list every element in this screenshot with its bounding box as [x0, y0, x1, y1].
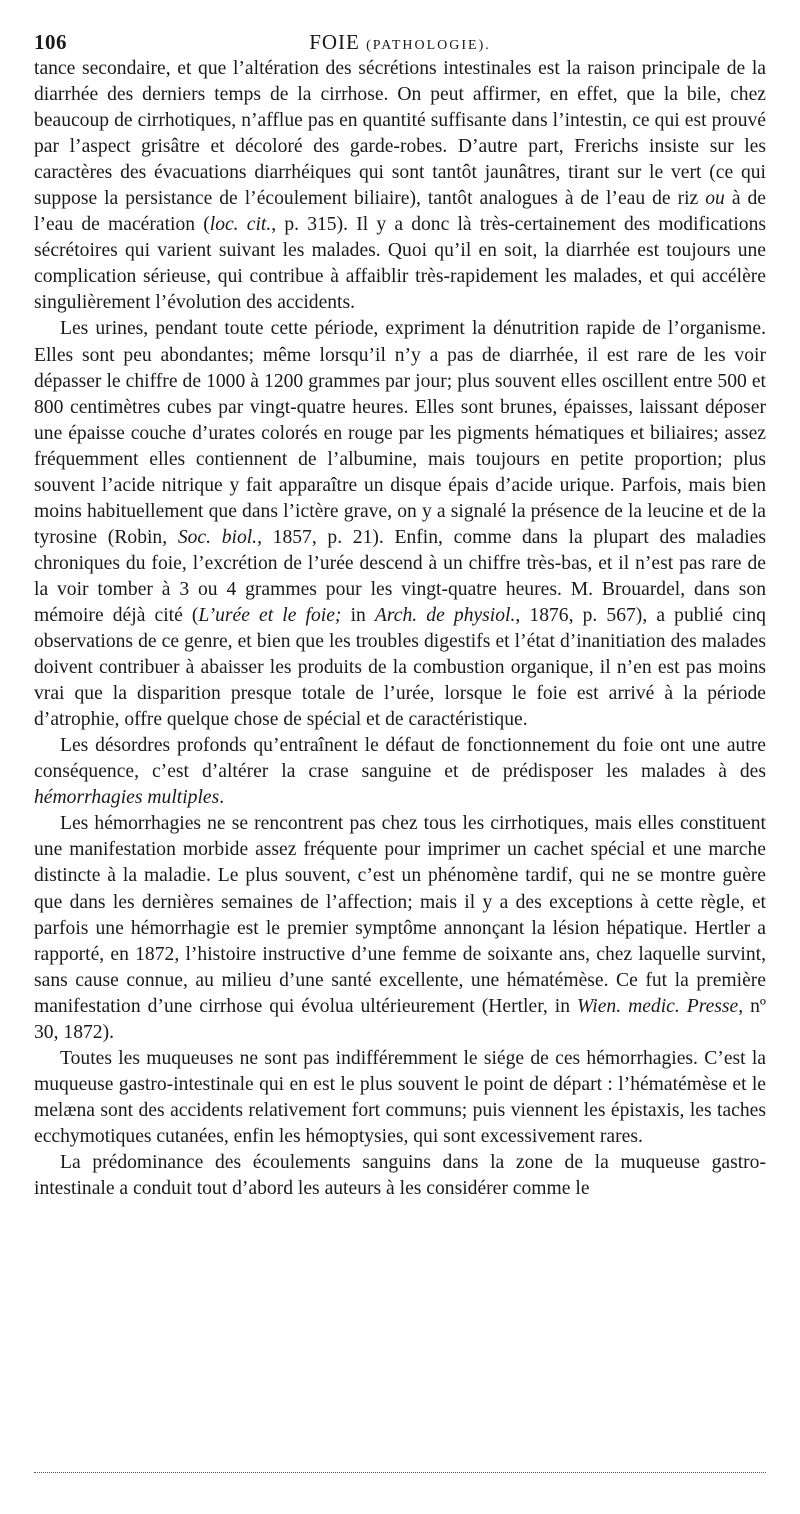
italic-text: hémorrhagies multiples: [34, 787, 220, 809]
text-run: Les urines, pendant toute cette période, expriment la dénutrition rapide de l’organisme. Elles sont peu abondantes; même lorsqu’il n’y a pas de diarrhée, il est rare de les voir dépasser le chiffre de 1000 à 1200 grammes par jour; plus souvent elles oscillent entre 500 et 800 centimètres cubes par vingt-quatre heures. Elles sont brunes, épaisses, laissant déposer une épaisse couche d’urates colorés en rouge par les pigments hématiques et biliaires; assez fréquemment elles contiennent de l’albumine, mais toujours en petite proportion; plus souvent l’acide nitrique y fait apparaître un disque épais d’acide urique. Parfois, mais bien moins habituellement que dans l’ictère grave, on y a signalé la présence de la leucine et de la tyrosine (Robin,: [34, 318, 766, 548]
text-run: , nº 30, 1872).: [34, 995, 766, 1043]
running-header: [34, 22, 766, 56]
paragraph: [34, 733, 766, 811]
document-page: [34, 22, 766, 1202]
text-run: à de l’eau de macération (: [34, 188, 766, 236]
paragraph: [34, 316, 766, 733]
text-run: tance secondaire, et que l’altération des sécrétions intestinales est la raison principale de la diarrhée des derniers temps de la cirrhose. On peut affirmer, en effet, que la bile, chez beaucoup de cirrhotiques, n’afflue pas en quantité suffisante dans l’intestin, ce qui est prouvé par l’aspect grisâtre et décoloré des garde-robes. D’autre part, Frerichs insiste sur les caractères des évacuations diarrhéiques qui sont tantôt jaunâtres, tirant sur le vert (ce qui suppose la persistance de l’écoulement biliaire), tantôt analogues à de l’eau de riz: [34, 58, 766, 210]
running-title-sub: (PATHOLOGIE).: [366, 38, 491, 53]
italic-text: loc. cit.: [209, 214, 272, 236]
paragraph: [34, 56, 766, 316]
text-run: in: [341, 604, 375, 626]
running-title: [34, 30, 766, 55]
bottom-rule: [34, 1472, 766, 1473]
italic-text: L’urée et le foie;: [198, 604, 342, 626]
paragraph: [34, 1046, 766, 1150]
italic-text: Wien. medic. Presse: [577, 995, 739, 1017]
text-run: .: [219, 787, 225, 809]
text-run: Toutes les muqueuses ne sont pas indifféremment le siége de ces hémorrhagies. C’est la muqueuse gastro-intestinale qui en est le plus souvent le point de départ : l’hématémèse et le melæna sont des accidents relativement fort communs; puis viennent les épistaxis, les taches ecchymotiques cutanées, enfin les hémoptysies, qui sont excessivement rares.: [34, 1047, 766, 1147]
italic-text: Arch. de physiol.: [374, 604, 516, 626]
text-run: La prédominance des écoulements sanguins dans la zone de la muqueuse gastro-intestinale a conduit tout d’abord les auteurs à les considérer comme le: [34, 1151, 766, 1200]
paragraph: [34, 811, 766, 1045]
running-title-main: FOIE: [309, 30, 360, 54]
italic-text: Soc. biol.: [177, 526, 258, 548]
page-number: 106: [34, 30, 67, 54]
text-run: , 1876, p. 567), a publié cinq observations de ce genre, et bien que les troubles digestifs et l’état d’inanitiation des malades doivent contribuer à abaisser les produits de la combustion organique, il n’en est pas moins vrai que la disparition presque totale de l’urée, lorsque le foie est arrivé à la période d’atrophie, offre quelque chose de spécial et de caractéristique.: [34, 604, 766, 731]
italic-text: ou: [705, 188, 725, 210]
text-run: , p. 315). Il y a donc là très-certainement des modifications sécrétoires qui varient suivant les malades. Quoi qu’il en soit, la diarrhée est toujours une complication sérieuse, qui contribue à affaiblir très-rapidement les malades, et qui accélère singulièrement l’évolution des accidents.: [34, 214, 766, 314]
text-run: , 1857, p. 21). Enfin, comme dans la plupart des maladies chroniques du foie, l’excrétion de l’urée descend à un chiffre très-bas, et il n’est pas rare de la voir tomber à 3 ou 4 grammes pour les vingt-quatre heures. M. Brouardel, dans son mémoire déjà cité (: [34, 526, 766, 626]
body-text: [34, 56, 766, 1202]
text-run: Les désordres profonds qu’entraînent le défaut de fonctionnement du foie ont une autre conséquence, c’est d’altérer la crase sanguine et de prédisposer les malades à des: [34, 735, 766, 783]
text-run: Les hémorrhagies ne se rencontrent pas chez tous les cirrhotiques, mais elles constituent une manifestation morbide assez fréquente pour imprimer un cachet spécial et une marche distincte à la maladie. Le plus souvent, c’est un phénomène tardif, qui ne se montre guère que dans les dernières semaines de l’affection; mais il y a des exceptions à cette règle, et parfois une hémorrhagie est le premier symptôme annonçant la lésion hépatique. Hertler a rapporté, en 1872, l’histoire instructive d’une femme de soixante ans, chez laquelle survint, sans cause connue, au milieu d’une santé excellente, une hématémèse. Ce fut la première manifestation d’une cirrhose qui évolua ultérieurement (Hertler, in: [34, 813, 766, 1017]
paragraph: [34, 1150, 766, 1202]
